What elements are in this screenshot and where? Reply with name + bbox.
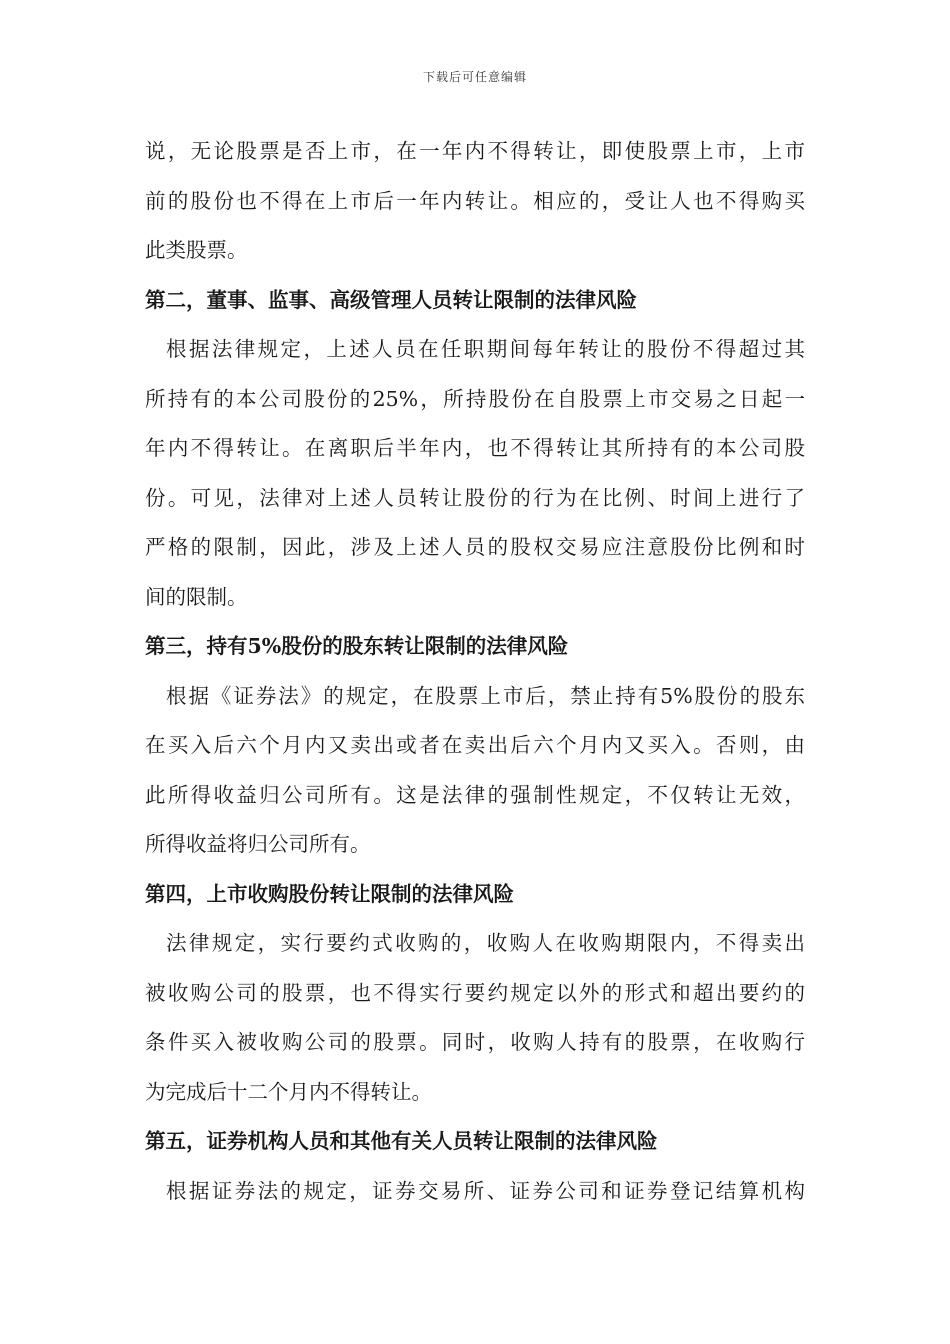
body-line: 份。可见，法律对上述人员转让股份的行为在比例、时间上进行了 [145,485,805,510]
document-body [145,127,805,1216]
section-heading: 第四，上市收购股份转让限制的法律风险 [145,881,514,906]
body-line: 被收购公司的股票，也不得实行要约规定以外的形式和超出要约的 [145,980,805,1005]
body-line: 根据《证券法》的规定，在股票上市后，禁止持有5%股份的股东 [166,683,805,708]
section-heading: 第二，董事、监事、高级管理人员转让限制的法律风险 [145,287,637,312]
body-line: 根据证券法的规定，证券交易所、证券公司和证券登记结算机构 [166,1178,805,1203]
page-header: 下载后可任意编辑 [422,70,527,84]
body-line: 在买入后六个月内又卖出或者在卖出后六个月内又买入。否则，由 [145,733,805,757]
body-line: 年内不得转让。在离职后半年内，也不得转让其所持有的本公司股 [145,436,805,460]
body-line: 严格的限制，因此，涉及上述人员的股权交易应注意股份比例和时 [145,535,805,559]
body-line: 所持有的本公司股份的25%，所持股份在自股票上市交易之日起一 [145,386,805,411]
body-line: 前的股份也不得在上市后一年内转让。相应的，受让人也不得购买 [145,188,805,213]
body-line: 根据法律规定，上述人员在任职期间每年转让的股份不得超过其 [166,337,805,361]
body-line: 为完成后十二个月内不得转让。 [145,1079,432,1104]
section-heading: 第三，持有5%股份的股东转让限制的法律风险 [145,634,569,658]
body-line: 此所得收益归公司所有。这是法律的强制性规定，不仅转让无效， [145,782,805,807]
body-line: 所得收益将归公司所有。 [145,832,371,856]
body-line: 条件买入被收购公司的股票。同时，收购人持有的股票，在收购行 [145,1030,805,1054]
body-line: 说，无论股票是否上市，在一年内不得转让，即使股票上市，上市 [145,139,805,163]
section-heading: 第五，证券机构人员和其他有关人员转让限制的法律风险 [145,1129,658,1153]
body-line: 法律规定，实行要约式收购的，收购人在收购期限内，不得卖出 [166,931,805,955]
body-line: 此类股票。 [145,238,248,262]
body-line: 间的限制。 [145,584,248,609]
